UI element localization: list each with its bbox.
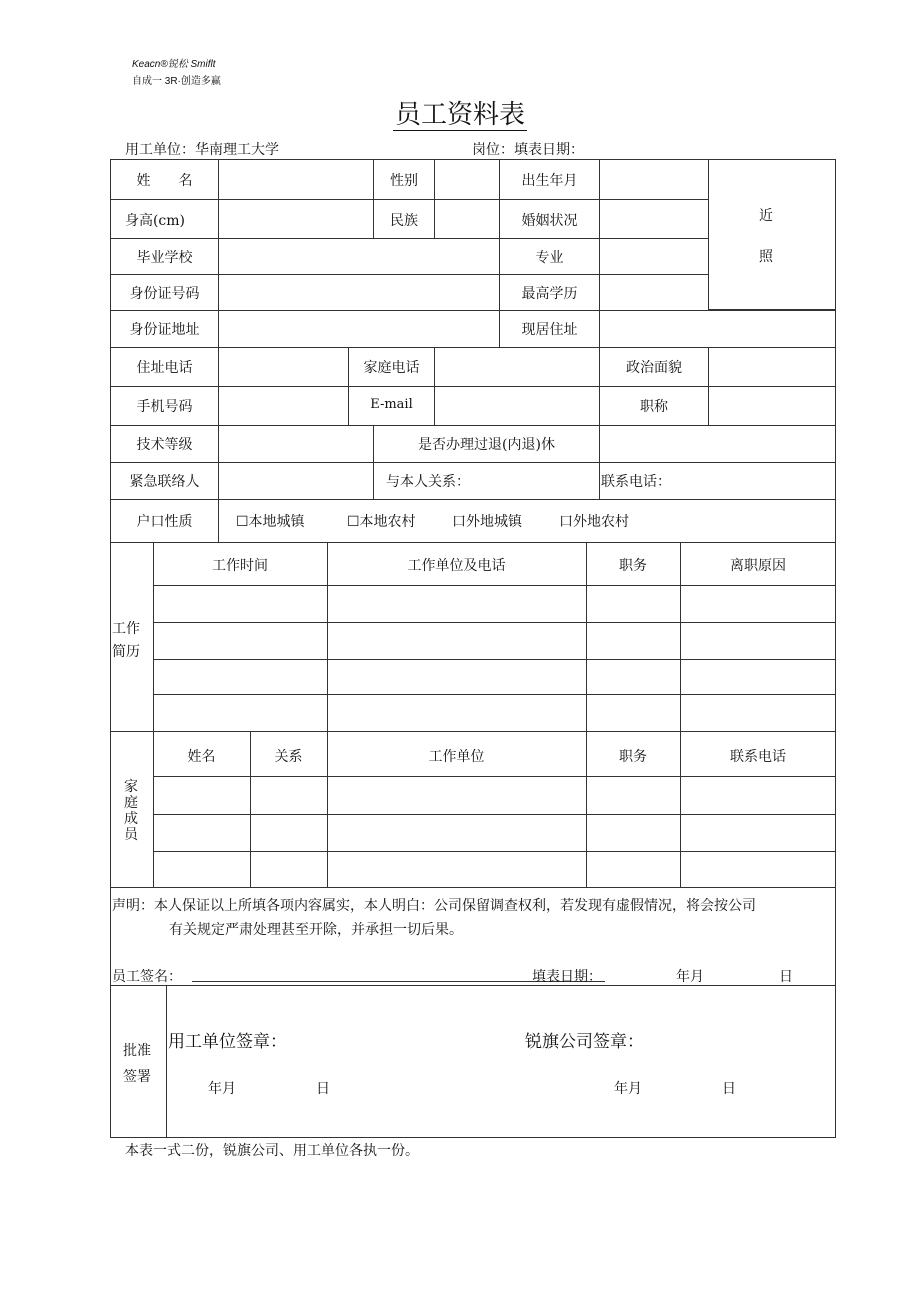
curaddr-label: 现居住址	[521, 322, 578, 338]
height-field[interactable]	[218, 199, 374, 239]
idaddr-field[interactable]	[218, 310, 500, 348]
hukou-option-local-rural[interactable]: ☐本地农村	[347, 514, 416, 530]
curaddr-field[interactable]	[599, 310, 836, 348]
title-field[interactable]	[708, 386, 836, 426]
work-history-label-2: 简历	[112, 644, 140, 660]
footer-note: 本表一式二份，锐旗公司、用工单位各执一份。	[125, 1143, 419, 1159]
approval-box	[110, 985, 836, 1138]
fill-date-ym: 年月	[676, 969, 704, 985]
photo-label-1: 近	[759, 208, 773, 224]
hukou-option-other-town[interactable]: 口外地城镇	[452, 514, 522, 530]
post-and-fill-date: 岗位：填表日期：	[472, 142, 584, 158]
major-field[interactable]	[599, 238, 709, 275]
page-title: 员工资料表	[394, 100, 525, 130]
retire-field[interactable]	[599, 425, 836, 463]
school-label: 毕业学校	[136, 250, 193, 266]
marital-field[interactable]	[599, 199, 709, 239]
fill-date-day: 日	[779, 969, 793, 985]
birth-label: 出生年月	[521, 173, 578, 189]
work-leave-reason-header: 离职原因	[730, 558, 786, 574]
hukou-option-local-town[interactable]: ☐本地城镇	[236, 514, 305, 530]
family-label-4: 员	[124, 827, 138, 843]
name-label: 姓 名	[136, 173, 193, 189]
gender-field[interactable]	[434, 159, 500, 200]
ethnic-field[interactable]	[434, 199, 500, 239]
family-unit-header: 工作单位	[428, 749, 485, 765]
photo-box[interactable]	[708, 159, 836, 310]
family-label-2: 庭	[124, 795, 138, 811]
hukou-option-other-rural[interactable]: 口外地农村	[559, 514, 629, 530]
school-field[interactable]	[218, 238, 500, 275]
company-seal-ym: 年月	[614, 1081, 642, 1097]
family-position-header: 职务	[619, 749, 647, 765]
email-field[interactable]	[434, 386, 600, 426]
retire-label: 是否办理过退(内退)休	[418, 437, 555, 453]
height-label: 身高(cm)	[124, 213, 186, 229]
edu-field[interactable]	[599, 274, 709, 311]
emergency-field[interactable]	[218, 462, 374, 500]
emergency-label: 紧急联络人	[129, 474, 200, 490]
edu-label: 最高学历	[521, 286, 578, 302]
relation-label: 与本人关系：	[386, 474, 470, 490]
political-label: 政治面貌	[626, 360, 682, 376]
marital-label: 婚姻状况	[521, 213, 578, 229]
tech-label: 技术等级	[136, 437, 193, 453]
idaddr-label: 身份证地址	[129, 322, 200, 338]
company-seal-label: 锐旗公司签章：	[525, 1032, 644, 1052]
idno-field[interactable]	[218, 274, 500, 311]
name-field[interactable]	[218, 159, 374, 200]
unit-seal-ym: 年月	[208, 1081, 236, 1097]
unit-seal-day: 日	[316, 1081, 330, 1097]
employee-sign-label: 员工签名：	[112, 969, 182, 985]
mobile-field[interactable]	[218, 386, 349, 426]
idno-label: 身份证号码	[129, 286, 200, 302]
contact-label: 联系电话：	[601, 474, 671, 490]
mobile-label: 手机号码	[136, 399, 193, 415]
gender-label: 性别	[390, 173, 418, 189]
approval-label-2: 签署	[123, 1069, 151, 1085]
declaration-text-2: 有关规定严肃处理甚至开除，并承担一切后果。	[169, 922, 463, 938]
addrtel-field[interactable]	[218, 347, 349, 387]
hometel-label: 家庭电话	[363, 360, 420, 376]
major-label: 专业	[535, 250, 564, 266]
company-seal-day: 日	[722, 1081, 736, 1097]
work-position-header: 职务	[619, 558, 647, 574]
photo-label-2: 照	[759, 249, 773, 265]
work-history-label-1: 工作	[112, 621, 140, 637]
work-unit-header: 工作单位及电话	[407, 558, 506, 574]
work-time-header: 工作时间	[212, 558, 268, 574]
family-label-3: 成	[124, 811, 138, 827]
employer-unit: 用工单位：华南理工大学	[125, 142, 279, 158]
family-phone-header: 联系电话	[730, 749, 786, 765]
email-label: E-mail	[370, 397, 413, 412]
approval-label-1: 批准	[123, 1043, 151, 1059]
political-field[interactable]	[708, 347, 836, 387]
family-label-1: 家	[124, 779, 138, 795]
company-slogan: 自成一 3R·创造多赢	[132, 76, 221, 87]
fill-date-label: 填表日期：	[532, 969, 602, 985]
declaration-text-1: 声明：本人保证以上所填各项内容属实，本人明白：公司保留调查权利，若发现有虚假情况，将会按公司	[112, 898, 756, 914]
family-relation-header: 关系	[274, 749, 303, 765]
hukou-label: 户口性质	[136, 514, 193, 530]
company-logo-text: Keacn®锐松 Smiflt	[132, 59, 216, 70]
addrtel-label: 住址电话	[136, 360, 193, 376]
title-label: 职称	[640, 399, 668, 415]
hometel-field[interactable]	[434, 347, 600, 387]
birth-field[interactable]	[599, 159, 709, 200]
family-name-header: 姓名	[187, 749, 216, 765]
ethnic-label: 民族	[390, 213, 418, 229]
unit-seal-label: 用工单位签章：	[168, 1032, 287, 1052]
tech-field[interactable]	[218, 425, 374, 463]
hukou-options-cell	[218, 499, 836, 543]
